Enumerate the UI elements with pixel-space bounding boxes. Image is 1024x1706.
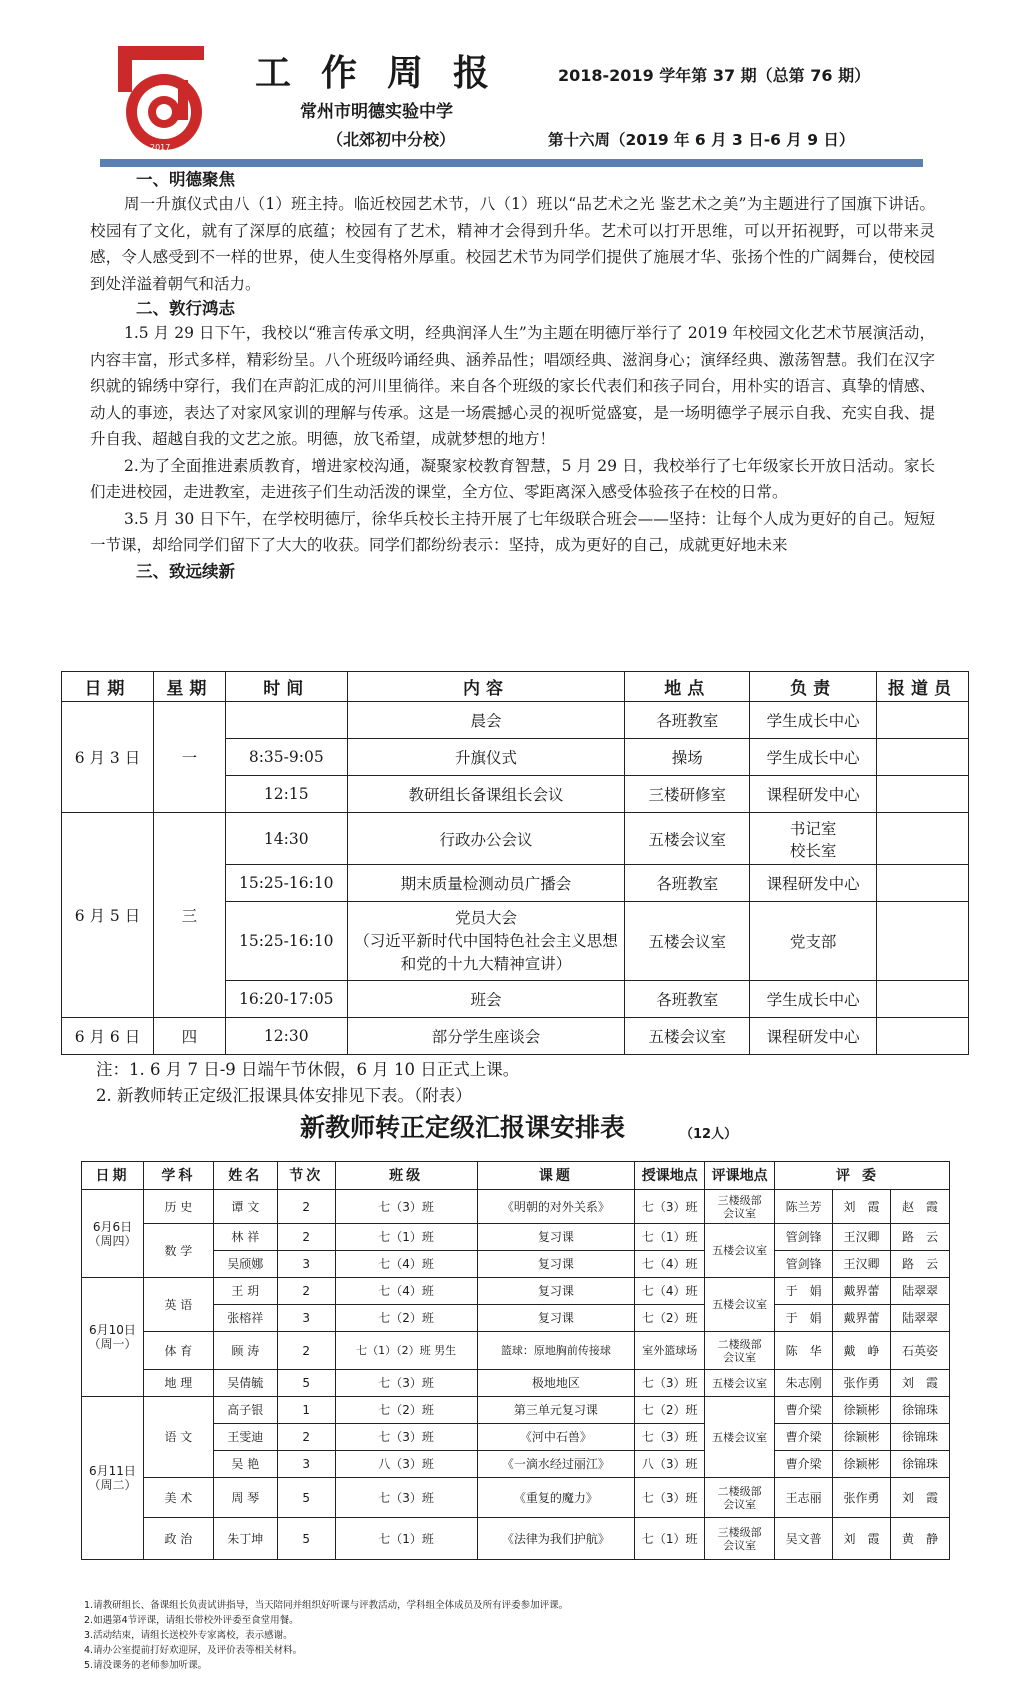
topic-cell: 《重复的魔力》 — [477, 1478, 635, 1518]
class-cell: 七（2）班 — [335, 1305, 477, 1332]
topic-cell: 复习课 — [477, 1224, 635, 1251]
judge-cell: 赵 霞 — [890, 1190, 949, 1224]
period-cell: 3 — [277, 1251, 335, 1278]
topic-cell: 《河中石兽》 — [477, 1424, 635, 1451]
footnote-5: 5.请没课务的老师参加听课。 — [84, 1660, 208, 1671]
subject-cell: 地 理 — [143, 1370, 213, 1397]
reporter-cell — [877, 981, 969, 1018]
teach-place-cell: 室外篮球场 — [635, 1332, 705, 1370]
place-cell: 五楼会议室 — [625, 902, 750, 981]
owner-cell: 课程研发中心 — [750, 1018, 877, 1055]
judge-cell: 路 云 — [890, 1251, 949, 1278]
judge-cell: 于 娟 — [775, 1305, 833, 1332]
table-row — [82, 1478, 950, 1518]
reporter-cell — [877, 902, 969, 981]
time-cell: 8:35-9:05 — [225, 739, 347, 776]
name-cell: 吴 艳 — [213, 1451, 277, 1478]
subject-cell: 政 治 — [143, 1518, 213, 1560]
content-cell: 部分学生座谈会 — [347, 1018, 625, 1055]
col-header-weekday: 星期 — [153, 672, 225, 702]
period-cell: 3 — [277, 1451, 335, 1478]
owner-cell: 学生成长中心 — [750, 702, 877, 739]
review-place-cell: 五楼会议室 — [705, 1278, 775, 1332]
review-place-cell: 五楼会议室 — [705, 1397, 775, 1478]
reporter-cell — [877, 739, 969, 776]
owner-cell: 课程研发中心 — [750, 776, 877, 813]
footnote-1: 1.请教研组长、备课组长负责试讲指导，当天陪同并组织好听课与评教活动，学科组全体成员及所有评委参加评课。 — [84, 1600, 569, 1611]
content-cell: 晨会 — [347, 702, 625, 739]
date-cell — [82, 1278, 144, 1397]
col-header-subject: 学科 — [143, 1162, 213, 1190]
date-line: 6月11日 — [89, 1464, 136, 1478]
date-cell: 6 月 5 日 — [62, 813, 154, 1018]
content-cell — [347, 902, 625, 981]
owner-line-1: 书记室 — [789, 819, 837, 838]
period-cell: 2 — [277, 1424, 335, 1451]
judge-cell: 曹介梁 — [775, 1424, 833, 1451]
branch-name: （北郊初中分校） — [327, 130, 456, 149]
time-cell: 15:25-16:10 — [225, 902, 347, 981]
judge-cell: 曹介梁 — [775, 1397, 833, 1424]
class-cell: 七（2）班 — [335, 1397, 477, 1424]
review-place-cell: 二楼级部会议室 — [705, 1332, 775, 1370]
weekly-schedule-table — [61, 671, 969, 1055]
col-header-reporter: 报道员 — [877, 672, 969, 702]
subject-cell: 美 术 — [143, 1478, 213, 1518]
table-row — [82, 1518, 950, 1560]
col-header-judges: 评委 — [775, 1162, 950, 1190]
footnote-3: 3.活动结束，请组长送校外专家离校，表示感谢。 — [84, 1630, 293, 1641]
col-header-time: 时间 — [225, 672, 347, 702]
review-place-cell: 二楼级部会议室 — [705, 1478, 775, 1518]
date-cell — [82, 1190, 144, 1278]
owner-cell: 学生成长中心 — [750, 739, 877, 776]
judge-cell: 陈 华 — [775, 1332, 833, 1370]
class-cell: 七（4）班 — [335, 1251, 477, 1278]
col-header-owner: 负责 — [750, 672, 877, 702]
place-cell: 各班教室 — [625, 702, 750, 739]
content-cell: 升旗仪式 — [347, 739, 625, 776]
name-cell: 朱丁坤 — [213, 1518, 277, 1560]
section-2-paragraph-3: 3.5 月 30 日下午，在学校明德厅，徐华兵校长主持开展了七年级联合班会——坚持：让每个人成为更好的自己。短短一节课，却给同学们留下了大大的收获。同学们都纷纷表示：坚持，成为更好的自己，成就更好地未来 — [90, 509, 935, 554]
time-cell: 16:20-17:05 — [225, 981, 347, 1018]
time-cell: 12:30 — [225, 1018, 347, 1055]
judge-cell: 管剑锋 — [775, 1251, 833, 1278]
judge-cell: 陈兰芳 — [775, 1190, 833, 1224]
col-header-topic: 课题 — [477, 1162, 635, 1190]
judge-cell: 于 娟 — [775, 1278, 833, 1305]
period-cell: 2 — [277, 1332, 335, 1370]
topic-cell: 《一滴水经过丽江》 — [477, 1451, 635, 1478]
judge-cell: 吴文普 — [775, 1518, 833, 1560]
col-header-period: 节次 — [277, 1162, 335, 1190]
content-cell: 行政办公会议 — [347, 813, 625, 865]
header-rule — [100, 159, 923, 167]
col-header-date: 日期 — [62, 672, 154, 702]
owner-cell: 党支部 — [750, 902, 877, 981]
note-2: 2. 新教师转正定级汇报课具体安排见下表。（附表） — [96, 1086, 472, 1105]
class-cell: 七（1）班 — [335, 1518, 477, 1560]
lesson-arrangement-table — [81, 1161, 950, 1560]
section-1-heading: 一、明德聚焦 — [136, 170, 235, 189]
review-place-cell: 五楼会议室 — [705, 1224, 775, 1278]
topic-cell: 极地地区 — [477, 1370, 635, 1397]
week-range: 第十六周（2019 年 6 月 3 日-6 月 9 日） — [548, 131, 855, 149]
table-row — [62, 702, 969, 739]
period-cell: 2 — [277, 1224, 335, 1251]
table-row — [82, 1190, 950, 1224]
subject-cell: 体 育 — [143, 1332, 213, 1370]
note-1: 注：1. 6 月 7 日-9 日端午节休假，6 月 10 日正式上课。 — [96, 1060, 520, 1079]
period-cell: 5 — [277, 1518, 335, 1560]
content-cell: 期末质量检测动员广播会 — [347, 865, 625, 902]
school-name: 常州市明德实验中学 — [300, 102, 453, 122]
topic-cell: 复习课 — [477, 1251, 635, 1278]
judge-cell: 徐锦珠 — [890, 1397, 949, 1424]
name-cell: 顾 涛 — [213, 1332, 277, 1370]
judge-cell: 黄 静 — [890, 1518, 949, 1560]
judge-cell: 徐锦珠 — [890, 1424, 949, 1451]
arrangement-title: 新教师转正定级汇报课安排表 — [300, 1113, 626, 1142]
class-cell: 七（4）班 — [335, 1278, 477, 1305]
newsletter-title: 工作周报 — [255, 53, 520, 94]
judge-cell: 徐锦珠 — [890, 1451, 949, 1478]
table-row — [62, 1018, 969, 1055]
name-cell: 吴颀娜 — [213, 1251, 277, 1278]
period-cell: 2 — [277, 1190, 335, 1224]
time-cell: 15:25-16:10 — [225, 865, 347, 902]
date-cell — [82, 1397, 144, 1560]
reporter-cell — [877, 1018, 969, 1055]
table-header-row — [82, 1162, 950, 1190]
topic-cell: 篮球：原地胸前传接球 — [477, 1332, 635, 1370]
footnote-2: 2.如遇第4节评课，请组长带校外评委至食堂用餐。 — [84, 1615, 299, 1626]
weekday-line: （周一） — [88, 1337, 137, 1351]
judge-cell: 徐颖彬 — [833, 1397, 891, 1424]
name-cell: 林 祥 — [213, 1224, 277, 1251]
table-header-row — [62, 672, 969, 702]
topic-cell: 第三单元复习课 — [477, 1397, 635, 1424]
content-cell: 教研组长备课组长会议 — [347, 776, 625, 813]
weekday-line: （周二） — [88, 1478, 137, 1492]
weekday-cell: 四 — [153, 1018, 225, 1055]
judge-cell: 刘 霞 — [833, 1190, 891, 1224]
time-cell: 12:15 — [225, 776, 347, 813]
class-cell: 七（3）班 — [335, 1478, 477, 1518]
judge-cell: 王汉卿 — [833, 1251, 891, 1278]
date-cell: 6 月 3 日 — [62, 702, 154, 813]
judge-cell: 刘 霞 — [890, 1370, 949, 1397]
table-row — [82, 1397, 950, 1424]
owner-cell: 学生成长中心 — [750, 981, 877, 1018]
judge-cell: 曹介梁 — [775, 1451, 833, 1478]
judge-cell: 刘 霞 — [833, 1518, 891, 1560]
footnote-4: 4.请办公室提前打好欢迎屏，及评价表等相关材料。 — [84, 1645, 303, 1656]
teach-place-cell: 七（4）班 — [635, 1278, 705, 1305]
school-logo — [112, 42, 210, 160]
topic-cell: 复习课 — [477, 1305, 635, 1332]
judge-cell: 徐颖彬 — [833, 1451, 891, 1478]
name-cell: 王 玥 — [213, 1278, 277, 1305]
weekday-cell: 一 — [153, 702, 225, 813]
schedule-notes — [96, 1057, 519, 1109]
date-line: 6月10日 — [89, 1323, 136, 1337]
issue-number: 2018-2019 学年第 37 期（总第 76 期） — [558, 66, 871, 85]
judge-cell: 石英姿 — [890, 1332, 949, 1370]
place-cell: 三楼研修室 — [625, 776, 750, 813]
class-cell: 七（1）（2）班 男生 — [335, 1332, 477, 1370]
col-header-review-place: 评课地点 — [705, 1162, 775, 1190]
owner-line-2: 校长室 — [789, 841, 837, 860]
judge-cell: 路 云 — [890, 1224, 949, 1251]
judge-cell: 王志丽 — [775, 1478, 833, 1518]
subject-cell: 历 史 — [143, 1190, 213, 1224]
teach-place-cell: 七（2）班 — [635, 1397, 705, 1424]
section-2-paragraph-1: 1.5 月 29 日下午，我校以“雅言传承文明，经典润泽人生”为主题在明德厅举行了 2019 年校园文化艺术节展演活动，内容丰富，形式多样，精彩纷呈。八个班级吟诵经典、涵养品性；唱颂经典、滋润身心；演绎经典、激荡智慧。我们在汉字织就的锦绣中穿行，我们在声韵汇成的河川里徜徉。来自各个班级的家长代表们和孩子同台，用朴实的语言、真挚的情感、动人的事迹，表达了对家风家训的理解与传承。这是一场震撼心灵的视听觉盛宴，是一场明德学子展示自我、充实自我、提升自我、超越自我的文艺之旅。明德，放飞希望，成就梦想的地方！ — [90, 324, 935, 448]
period-cell: 5 — [277, 1370, 335, 1397]
review-place-cell: 三楼级部会议室 — [705, 1190, 775, 1224]
section-2-heading: 二、敦行鸿志 — [136, 299, 235, 318]
arrangement-footnotes — [84, 1598, 568, 1673]
teach-place-cell: 七（4）班 — [635, 1251, 705, 1278]
time-cell — [225, 702, 347, 739]
content-line-2: （习近平新时代中国特色社会主义思想和党的十九大精神宣讲） — [354, 931, 618, 973]
subject-cell: 英 语 — [143, 1278, 213, 1332]
class-cell: 七（3）班 — [335, 1424, 477, 1451]
reporter-cell — [877, 776, 969, 813]
class-cell: 八（3）班 — [335, 1451, 477, 1478]
subject-cell: 数 学 — [143, 1224, 213, 1278]
teach-place-cell: 七（3）班 — [635, 1190, 705, 1224]
col-header-name: 姓名 — [213, 1162, 277, 1190]
teach-place-cell: 七（1）班 — [635, 1224, 705, 1251]
period-cell: 2 — [277, 1278, 335, 1305]
name-cell: 吴倩毓 — [213, 1370, 277, 1397]
topic-cell: 《法律为我们护航》 — [477, 1518, 635, 1560]
col-header-teach-place: 授课地点 — [635, 1162, 705, 1190]
section-2-paragraph-2: 2.为了全面推进素质教育，增进家校沟通，凝聚家校教育智慧，5 月 29 日，我校举行了七年级家长开放日活动。家长们走进校园，走进教室，走进孩子们生动活泼的课堂，全方位、零距离深入感受体验孩子在校的日常。 — [90, 456, 935, 501]
table-row — [82, 1224, 950, 1251]
col-header-content: 内容 — [347, 672, 625, 702]
judge-cell: 戴界蕾 — [833, 1305, 891, 1332]
teach-place-cell: 七（3）班 — [635, 1478, 705, 1518]
class-cell: 七（3）班 — [335, 1190, 477, 1224]
judge-cell: 陆翠翠 — [890, 1305, 949, 1332]
judge-cell: 张作勇 — [833, 1370, 891, 1397]
weekday-cell: 三 — [153, 813, 225, 1018]
content-line-1: 党员大会 — [455, 908, 518, 927]
content-cell: 班会 — [347, 981, 625, 1018]
judge-cell: 朱志刚 — [775, 1370, 833, 1397]
period-cell: 1 — [277, 1397, 335, 1424]
col-header-class: 班级 — [335, 1162, 477, 1190]
date-line: 6月6日 — [92, 1219, 133, 1234]
place-cell: 各班教室 — [625, 981, 750, 1018]
teach-place-cell: 八（3）班 — [635, 1451, 705, 1478]
judge-cell: 戴 峥 — [833, 1332, 891, 1370]
name-cell: 王雯迪 — [213, 1424, 277, 1451]
teach-place-cell: 七（3）班 — [635, 1370, 705, 1397]
col-header-place: 地点 — [625, 672, 750, 702]
judge-cell: 陆翠翠 — [890, 1278, 949, 1305]
reporter-cell — [877, 702, 969, 739]
table-row — [82, 1278, 950, 1305]
teach-place-cell: 七（3）班 — [635, 1424, 705, 1451]
reporter-cell — [877, 813, 969, 865]
place-cell: 各班教室 — [625, 865, 750, 902]
place-cell: 操场 — [625, 739, 750, 776]
owner-cell — [750, 813, 877, 865]
period-cell: 3 — [277, 1305, 335, 1332]
article-body — [90, 168, 935, 583]
name-cell: 周 琴 — [213, 1478, 277, 1518]
topic-cell: 《明朝的对外关系》 — [477, 1190, 635, 1224]
reporter-cell — [877, 865, 969, 902]
table-row — [82, 1370, 950, 1397]
class-cell: 七（3）班 — [335, 1370, 477, 1397]
arrangement-count: （12人） — [680, 1127, 738, 1142]
time-cell: 14:30 — [225, 813, 347, 865]
teach-place-cell: 七（1）班 — [635, 1518, 705, 1560]
logo-year: 2017 — [150, 143, 171, 152]
name-cell: 张榕祥 — [213, 1305, 277, 1332]
name-cell: 谭 文 — [213, 1190, 277, 1224]
name-cell: 高子银 — [213, 1397, 277, 1424]
teach-place-cell: 七（2）班 — [635, 1305, 705, 1332]
period-cell: 5 — [277, 1478, 335, 1518]
table-row — [62, 813, 969, 865]
table-row — [82, 1332, 950, 1370]
judge-cell: 刘 霞 — [890, 1478, 949, 1518]
col-header-date: 日期 — [82, 1162, 144, 1190]
judge-cell: 管剑锋 — [775, 1224, 833, 1251]
judge-cell: 徐颖彬 — [833, 1424, 891, 1451]
place-cell: 五楼会议室 — [625, 813, 750, 865]
date-cell: 6 月 6 日 — [62, 1018, 154, 1055]
judge-cell: 张作勇 — [833, 1478, 891, 1518]
owner-cell: 课程研发中心 — [750, 865, 877, 902]
class-cell: 七（1）班 — [335, 1224, 477, 1251]
weekday-line: （周四） — [88, 1233, 137, 1248]
section-3-heading: 三、致远续新 — [136, 561, 235, 581]
section-1-paragraph: 周一升旗仪式由八（1）班主持。临近校园艺术节，八（1）班以“品艺术之光 鉴艺术之美”为主题进行了国旗下讲话。校园有了文化，就有了深厚的底蕴；校园有了艺术，精神才会得到升华。艺术可以打开思维，可以开拓视野，可以带来灵感，令人感受到不一样的世界，使人生变得格外厚重。校园艺术节为同学们提供了施展才华、张扬个性的广阔舞台，使校园到处洋溢着朝气和活力。 — [90, 195, 935, 293]
subject-cell: 语 文 — [143, 1397, 213, 1478]
place-cell: 五楼会议室 — [625, 1018, 750, 1055]
judge-cell: 王汉卿 — [833, 1224, 891, 1251]
judge-cell: 戴界蕾 — [833, 1278, 891, 1305]
review-place-cell: 三楼级部会议室 — [705, 1518, 775, 1560]
review-place-cell: 五楼会议室 — [705, 1370, 775, 1397]
topic-cell: 复习课 — [477, 1278, 635, 1305]
